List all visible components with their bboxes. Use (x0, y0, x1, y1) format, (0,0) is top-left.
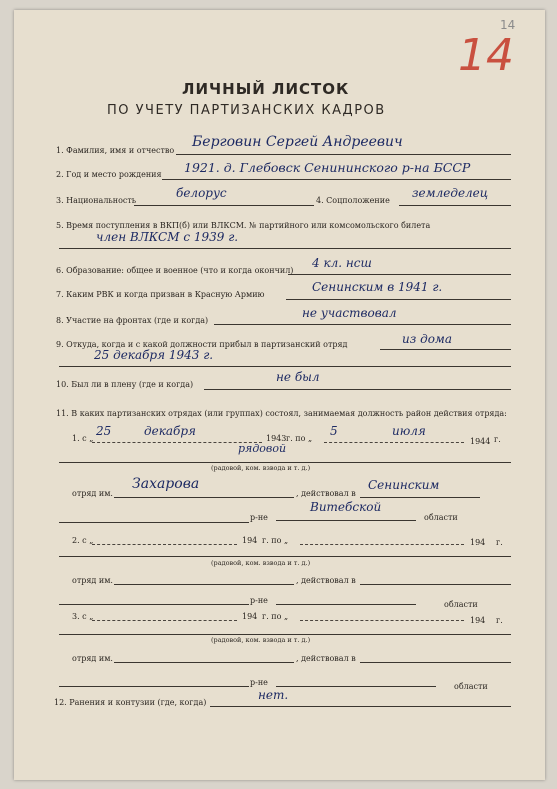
period-3-g: г. (496, 616, 503, 625)
q9-label: 9. Откуда, когда и с какой должности прибыл в партизанский отряд (56, 340, 348, 349)
q2-value: 1921. д. Глебовск Сенининского р-на БССР (184, 160, 471, 175)
q9-line-1 (380, 349, 511, 350)
q5-line (59, 248, 511, 249)
q4-line (399, 205, 511, 206)
period-1-end-year: 1944 (470, 437, 491, 446)
q10-label: 10. Был ли в плену (где и когда) (56, 380, 194, 389)
period-1-start-year: 1943 (266, 434, 287, 443)
q5-label: 5. Время поступления в ВКП(б) или ВЛКСМ. № партийного или комсомольского билета (56, 221, 431, 230)
period-3-role-line (59, 634, 511, 635)
q8-value: не участвовал (302, 306, 397, 320)
period-1-acted-in: Сенинским (368, 478, 440, 492)
period-3-from-label: 3. с „ (72, 612, 94, 621)
q3-label: 3. Национальность (56, 196, 137, 205)
q2-line (162, 179, 511, 180)
period-1-role-caption: (радовой, ком. взвода и т. д.) (211, 464, 311, 472)
period-1-to-label: г. по „ (286, 434, 313, 443)
q12-value: нет. (258, 688, 289, 702)
period-3-detachment-label: отряд им. (72, 654, 113, 663)
period-3-oblast-label: области (454, 682, 488, 691)
period-1-start-day: 25 (96, 424, 112, 438)
q3-line (134, 205, 314, 206)
period-2-acted-label: , действовал в (296, 576, 356, 585)
period-2-start-line (92, 544, 237, 545)
period-2-acted-line (360, 584, 511, 585)
q9-line-2 (59, 366, 511, 367)
q3-value: белорус (176, 186, 227, 200)
period-2-oblast-line (276, 604, 416, 605)
period-3-to-label: г. по „ (262, 612, 289, 621)
period-1-start-month: декабря (144, 424, 196, 438)
period-1-g: г. (494, 435, 501, 444)
period-3-role-caption: (радовой, ком. взвода и т. д.) (211, 636, 311, 644)
period-1-role: рядовой (238, 442, 287, 455)
q1-line (176, 154, 511, 155)
q1-value: Берговин Сергей Андреевич (192, 134, 403, 150)
period-1-rne-label: р-не (250, 513, 268, 522)
period-3-rne-label: р-не (250, 678, 268, 687)
pencil-number: 14 (500, 18, 516, 32)
period-2-to-label: г. по „ (262, 536, 289, 545)
q2-label: 2. Год и место рождения (56, 170, 162, 179)
period-2-end-line (300, 544, 464, 545)
q10-line (204, 389, 511, 390)
q9-value-date: 25 декабря 1943 г. (94, 348, 214, 362)
q12-line (210, 706, 511, 707)
period-1-detachment: Захарова (132, 476, 200, 492)
period-3-rne-line-left (59, 686, 249, 687)
period-1-role-line (59, 462, 511, 463)
period-2-start-year: 194 (242, 536, 258, 545)
period-1-end-month: июля (392, 424, 426, 438)
period-2-from-label: 2. с „ (72, 536, 94, 545)
period-3-acted-label: , действовал в (296, 654, 356, 663)
period-1-rne-line-left (59, 522, 249, 523)
period-3-start-year: 194 (242, 612, 258, 621)
period-2-g: г. (496, 538, 503, 547)
period-2-detachment-line (114, 584, 294, 585)
period-2-detachment-label: отряд им. (72, 576, 113, 585)
period-1-detachment-line (114, 497, 294, 498)
q8-line (214, 324, 511, 325)
form-title: ЛИЧНЫЙ ЛИСТОК (182, 80, 350, 98)
q7-label: 7. Каким РВК и когда призван в Красную Армию (56, 290, 265, 299)
period-1-end-day: 5 (330, 424, 338, 438)
q7-line (286, 299, 511, 300)
q11-label: 11. В каких партизанских отрядах (или группах) состоял, занимаемая должность район действия отряда: (56, 409, 507, 418)
q7-value: Сенинским в 1941 г. (312, 280, 443, 294)
period-1-oblast-label: области (424, 513, 458, 522)
period-1-start-line (92, 442, 262, 443)
period-1-oblast-line (276, 520, 416, 521)
period-1-end-line (324, 442, 464, 443)
q9-value-from: из дома (402, 332, 453, 346)
document-sheet (14, 10, 545, 780)
period-2-role-line (59, 556, 511, 557)
q5-value: член ВЛКСМ с 1939 г. (96, 230, 239, 244)
period-2-end-year: 194 (470, 538, 486, 547)
period-1-oblast: Витебской (310, 500, 382, 514)
period-3-start-line (92, 620, 237, 621)
period-1-from-label: 1. с „ (72, 434, 94, 443)
q4-label: 4. Соцположение (316, 196, 390, 205)
period-3-acted-line (360, 662, 511, 663)
red-number: 14 (458, 30, 514, 81)
period-2-role-caption: (радовой, ком. взвода и т. д.) (211, 559, 311, 567)
period-2-rne-label: р-не (250, 596, 268, 605)
q4-value: земледелец (412, 186, 489, 200)
q10-value: не был (276, 370, 320, 384)
period-1-acted-label: , действовал в (296, 489, 356, 498)
period-3-oblast-line (276, 686, 436, 687)
q6-label: 6. Образование: общее и военное (что и когда окончил) (56, 266, 294, 275)
form-subtitle: ПО УЧЕТУ ПАРТИЗАНСКИХ КАДРОВ (107, 103, 386, 118)
period-3-end-line (300, 620, 464, 621)
q12-label: 12. Ранения и контузии (где, когда) (54, 698, 207, 707)
q6-value: 4 кл. нсш (312, 256, 372, 270)
period-3-end-year: 194 (470, 616, 486, 625)
q8-label: 8. Участие на фронтах (где и когда) (56, 316, 209, 325)
period-2-oblast-label: области (444, 600, 478, 609)
period-2-rne-line-left (59, 604, 249, 605)
q1-label: 1. Фамилия, имя и отчество (56, 146, 175, 155)
period-1-acted-line (360, 497, 480, 498)
q6-line (288, 274, 511, 275)
period-3-detachment-line (114, 662, 294, 663)
period-1-detachment-label: отряд им. (72, 489, 113, 498)
